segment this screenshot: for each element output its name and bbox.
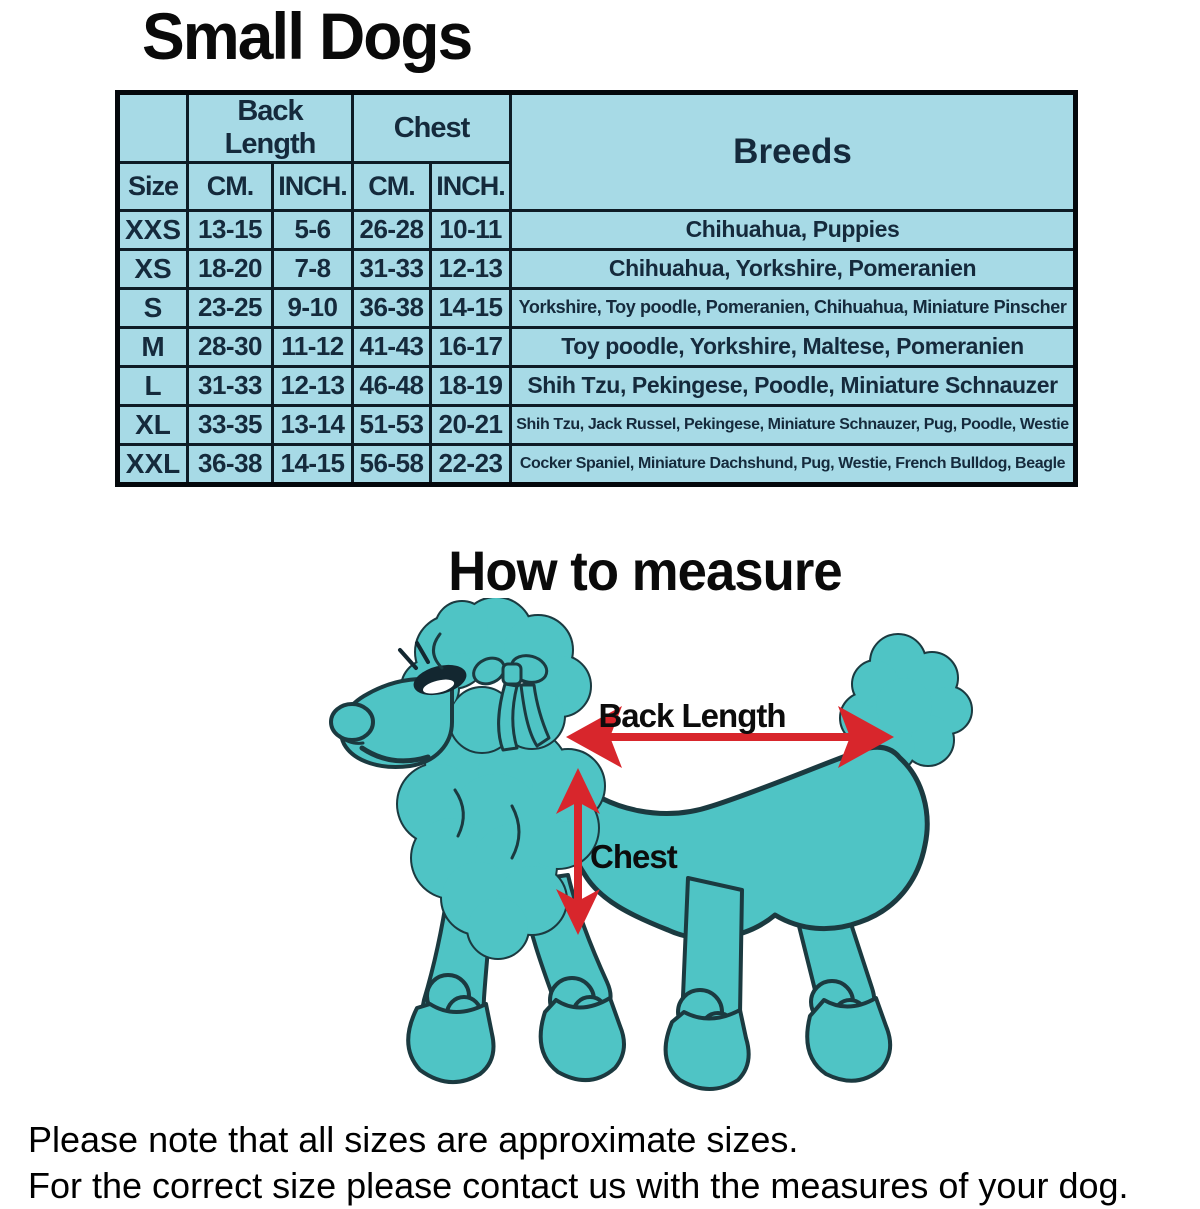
chest-inch-cell: 20-21 [431, 405, 511, 444]
table-row [118, 444, 1076, 484]
back-length-label: Back Length [598, 697, 786, 734]
note-line-1: Please note that all sizes are approximate sizes. [28, 1119, 799, 1160]
chest-label: Chest [590, 838, 677, 875]
size-cell: XS [118, 249, 188, 288]
chest-group-header: Chest [353, 93, 511, 163]
breeds-text: Toy poodle, Yorkshire, Maltese, Pomeranien [561, 333, 1024, 360]
breeds-cell [511, 288, 1076, 327]
chest-cm-cell: 36-38 [353, 288, 431, 327]
chest-inch-cell: 22-23 [431, 444, 511, 484]
chest-cm-header: CM. [353, 163, 431, 211]
size-column-header: Size [118, 163, 188, 211]
size-table [115, 90, 1078, 487]
table-row [118, 288, 1076, 327]
chest-cm-cell: 51-53 [353, 405, 431, 444]
back-inch-cell: 13-14 [273, 405, 353, 444]
back-inch-cell: 9-10 [273, 288, 353, 327]
back-cm-cell: 28-30 [188, 327, 273, 366]
breeds-cell [511, 366, 1076, 405]
measure-section-title: How to measure [448, 539, 842, 602]
back-inch-cell: 5-6 [273, 211, 353, 250]
chest-inch-header: INCH. [431, 163, 511, 211]
back-cm-cell: 33-35 [188, 405, 273, 444]
back-cm-cell: 13-15 [188, 211, 273, 250]
breeds-text: Chihuahua, Yorkshire, Pomeranien [608, 255, 977, 282]
breeds-header: Breeds [511, 93, 1076, 211]
breeds-cell [511, 249, 1076, 288]
poodle-illustration [331, 598, 971, 1089]
chest-cm-cell: 46-48 [353, 366, 431, 405]
poodle-nose [331, 704, 373, 740]
back-inch-cell: 7-8 [273, 249, 353, 288]
table-header-row-groups [118, 93, 1076, 163]
size-cell: L [118, 366, 188, 405]
back-inch-header: INCH. [273, 163, 353, 211]
back-length-group-header: Back Length [188, 93, 353, 163]
size-cell: M [118, 327, 188, 366]
page-title: Small Dogs [142, 0, 472, 73]
chest-cm-cell: 56-58 [353, 444, 431, 484]
chest-cm-cell: 31-33 [353, 249, 431, 288]
size-cell: XXL [118, 444, 188, 484]
breeds-cell [511, 444, 1076, 484]
size-cell: XL [118, 405, 188, 444]
table-row [118, 211, 1076, 250]
breeds-cell [511, 211, 1076, 250]
back-inch-cell: 11-12 [273, 327, 353, 366]
table-row [118, 327, 1076, 366]
back-cm-cell: 23-25 [188, 288, 273, 327]
chest-inch-cell: 16-17 [431, 327, 511, 366]
breeds-text: Shih Tzu, Jack Russel, Pekingese, Miniature Schnauzer, Pug, Poodle, Westie [516, 415, 1069, 433]
chest-inch-cell: 14-15 [431, 288, 511, 327]
note-line-2: For the correct size please contact us with the measures of your dog. [28, 1165, 1129, 1206]
how-to-measure-diagram [280, 598, 1040, 1112]
table-row [118, 366, 1076, 405]
table-row [118, 405, 1076, 444]
breeds-cell [511, 327, 1076, 366]
back-cm-cell: 31-33 [188, 366, 273, 405]
breeds-text: Shih Tzu, Pekingese, Poodle, Miniature Schnauzer [527, 372, 1058, 399]
breeds-text: Yorkshire, Toy poodle, Pomeranien, Chihuahua, Miniature Pinscher [518, 297, 1067, 318]
chest-inch-cell: 10-11 [431, 211, 511, 250]
chest-inch-cell: 12-13 [431, 249, 511, 288]
size-cell: XXS [118, 211, 188, 250]
back-cm-header: CM. [188, 163, 273, 211]
breeds-text: Chihuahua, Puppies [685, 216, 900, 243]
chest-cm-cell: 41-43 [353, 327, 431, 366]
chest-inch-cell: 18-19 [431, 366, 511, 405]
breeds-cell [511, 405, 1076, 444]
table-corner-cell [118, 93, 188, 163]
chest-cm-cell: 26-28 [353, 211, 431, 250]
back-inch-cell: 12-13 [273, 366, 353, 405]
size-cell: S [118, 288, 188, 327]
back-inch-cell: 14-15 [273, 444, 353, 484]
table-row [118, 249, 1076, 288]
footer-notes [28, 1117, 1188, 1209]
back-cm-cell: 18-20 [188, 249, 273, 288]
breeds-text: Cocker Spaniel, Miniature Dachshund, Pug, Westie, French Bulldog, Beagle [519, 454, 1066, 472]
back-cm-cell: 36-38 [188, 444, 273, 484]
